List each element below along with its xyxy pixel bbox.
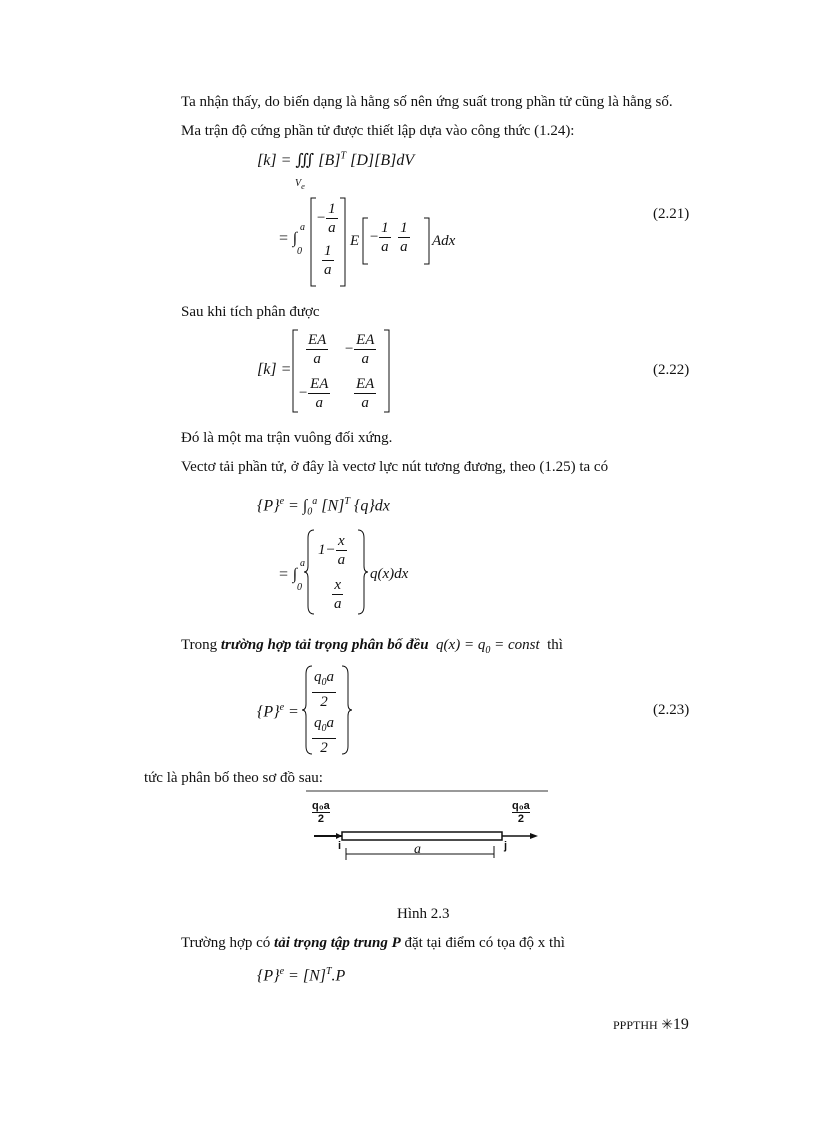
paragraph-line-6: Trong trường hợp tải trọng phân bố đều $q(x) = q_0$ = const thì <box>181 637 563 656</box>
paragraph-line-7: tức là phân bố theo sơ đồ sau: <box>144 770 323 786</box>
figure-bar-element <box>306 790 548 876</box>
equation-number-2-22: (2.22) <box>653 362 690 378</box>
figure-caption: Hình 2.3 <box>397 906 450 922</box>
paragraph-line-5: Vectơ tải phần tử, ở đây là vectơ lực nút tương đương, theo (1.25) ta có <box>181 459 609 475</box>
node-i-label: i <box>338 840 342 852</box>
left-load-label: q₀a 2 <box>312 800 330 825</box>
page-footer <box>613 1016 689 1034</box>
equation-number-2-21: (2.21) <box>653 206 690 222</box>
node-j-label: j <box>504 840 508 852</box>
paragraph-line-4: Đó là một ma trận vuông đối xứng. <box>181 430 393 446</box>
paragraph-line-2: Ma trận độ cứng phần tử được thiết lập dựa vào công thức (1.24): <box>181 123 575 139</box>
asterisk-icon: ✳ <box>661 1018 673 1033</box>
equation-number-2-23: (2.23) <box>653 702 690 718</box>
footer-text: PPPTHH <box>613 1018 658 1032</box>
paragraph-line-3: Sau khi tích phân được <box>181 304 320 320</box>
paragraph-line-1: Ta nhận thấy, do biến dạng là hằng số nên ứng suất trong phần tử cũng là hằng số. <box>181 94 673 110</box>
emphasis-point-load: tải trọng tập trung P <box>274 935 401 951</box>
page-number: 19 <box>672 1016 689 1033</box>
length-label: a <box>414 842 421 857</box>
right-load-label: q₀a 2 <box>512 800 530 825</box>
paragraph-line-8: Trường hợp có tải trọng tập trung P đặt tại điểm có tọa độ x thì <box>181 935 565 951</box>
emphasis-uniform-load: trường hợp tải trọng phân bố đều <box>220 637 429 653</box>
equation-point-load-vector: $\{P\}^e = [N]^T.P$ <box>257 966 346 985</box>
